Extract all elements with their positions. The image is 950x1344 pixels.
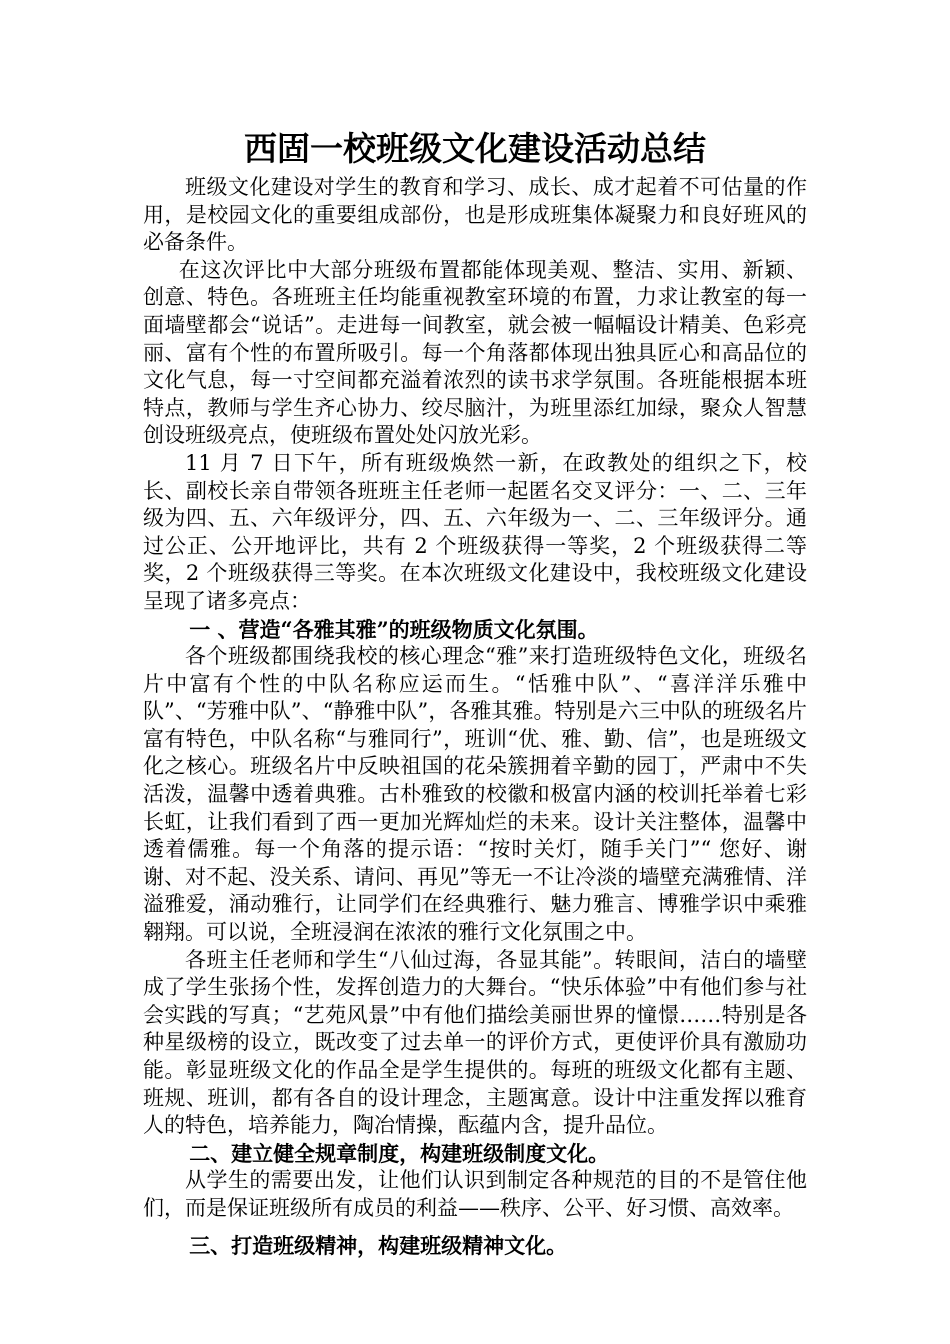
section-heading-2: 二、建立健全规章制度，构建班级制度文化。 [189,1140,610,1166]
paragraph-section-1-a: 各个班级都围绕我校的核心理念“雅”来打造班级特色文化，班级名片中富有个性的中队名称应运而生。“恬雅中队”、“喜洋洋乐雅中队”、“芳雅中队”、“静雅中队”，各雅其雅。特别是六三中队的班级名片富有特色，中队名称“与雅同行”，班训“优、雅、勤、信”，也是班级文化之核心。班级名片中反映祖国的花朵簇拥着辛勤的园丁，严肃中不失活泼，温馨中透着典雅。古朴雅致的校徽和极富内涵的校训托举着七彩长虹，让我们看到了西一更加光辉灿烂的未来。设计关注整体，温馨中透着儒雅。每一个角落的提示语：“按时关灯，随手关门”“ 您好、谢谢、对不起、没关系、请问、再见”等无一不让冷淡的墙壁充满雅情、洋溢雅爱，涌动雅行，让同学们在经典雅行、魅力雅言、博雅学识中乘雅翱翔。可以说，全班浸润在浓浓的雅行文化氛围之中。 [143,644,807,945]
document-title: 西固一校班级文化建设活动总结 [244,129,706,168]
paragraph-scoring: 11 月 7 日下午，所有班级焕然一新，在政教处的组织之下，校长、副校长亲自带领各班班主任老师一起匿名交叉评分：一、二、三年级为四、五、六年级评分，四、五、六年级为一、二、三年级评分。通过公正、公开地评比，共有 2 个班级获得一等奖，2 个班级获得二等奖，2 个班级获得三等奖。在本次班级文化建设中，我校班级文化建设呈现了诸多亮点： [143,450,807,613]
paragraph-intro: 班级文化建设对学生的教育和学习、成长、成才起着不可估量的作用，是校园文化的重要组成部份，也是形成班集体凝聚力和良好班风的必备条件。 [143,175,807,255]
paragraph-evaluation: 在这次评比中大部分班级布置都能体现美观、整洁、实用、新颖、创意、特色。各班班主任均能重视教室环境的布置，力求让教室的每一面墙壁都会“说话”。走进每一间教室，就会被一幅幅设计精美、色彩亮丽、富有个性的布置所吸引。每一个角落都体现出独具匠心和高品位的文化气息，每一寸空间都充溢着浓烈的读书求学氛围。各班能根据本班特点，教师与学生齐心协力、绞尽脑汁，为班里添红加绿，聚众人智慧创设班级亮点，使班级布置处处闪放光彩。 [143,257,807,448]
section-heading-3: 三、打造班级精神，构建班级精神文化。 [189,1232,568,1258]
document-body [143,174,807,1259]
paragraph-section-2: 从学生的需要出发，让他们认识到制定各种规范的目的不是管住他们，而是保证班级所有成员的利益——秩序、公平、好习惯、高效率。 [143,1168,807,1220]
section-heading-1: 一 、营造“各雅其雅”的班级物质文化氛围。 [189,616,599,642]
paragraph-section-1-b: 各班主任老师和学生“八仙过海，各显其能”。转眼间，洁白的墙壁成了学生张扬个性，发挥创造力的大舞台。“快乐体验”中有他们参与社会实践的写真；“艺苑风景”中有他们描绘美丽世界的憧憬……特别是各种星级榜的设立，既改变了过去单一的评价方式，更使评价具有激励功能。彰显班级文化的作品全是学生提供的。每班的班级文化都有主题、班规、班训，都有各自的设计理念，主题寓意。设计中注重发挥以雅育人的特色，培养能力，陶冶情操，酝蕴内含，提升品位。 [143,947,807,1138]
